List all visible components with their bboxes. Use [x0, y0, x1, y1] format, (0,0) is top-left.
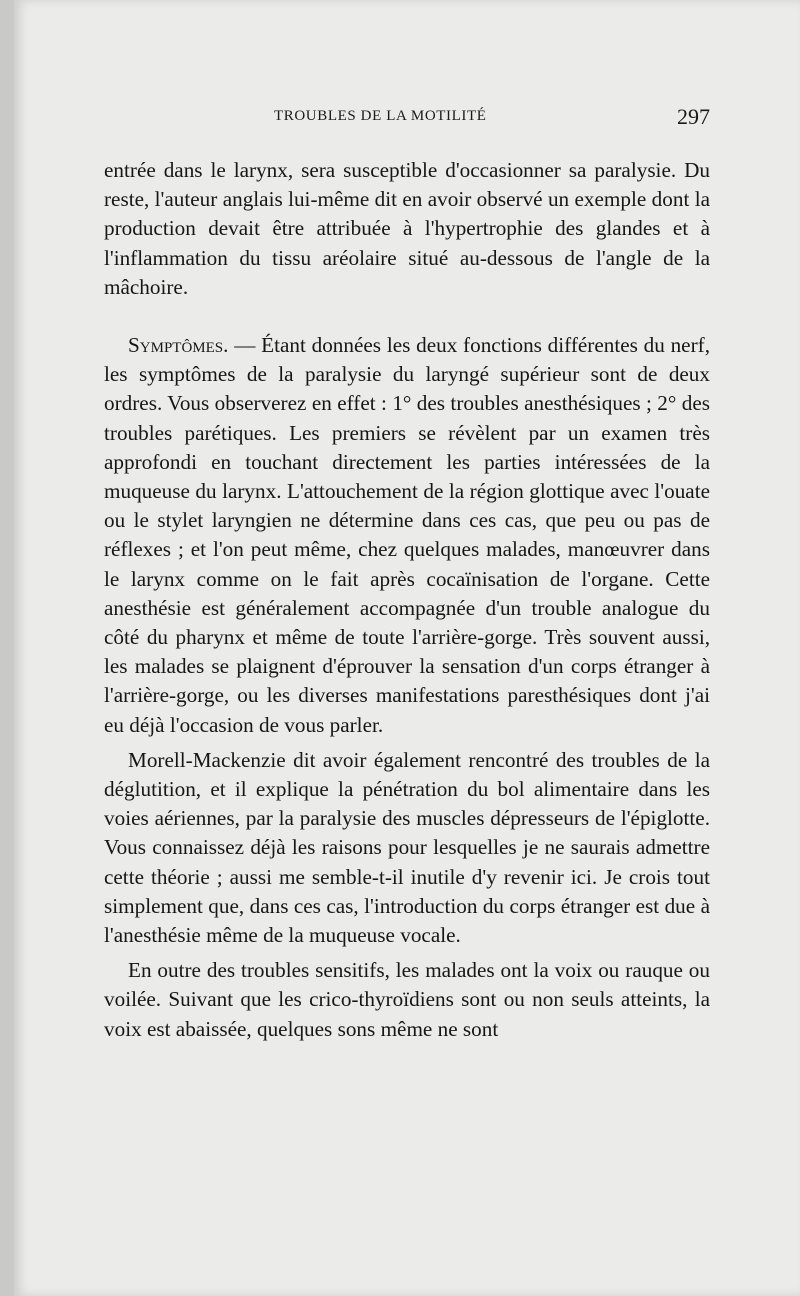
body-text: [104, 156, 710, 1044]
running-head: TROUBLES DE LA MOTILITÉ: [274, 108, 487, 124]
paragraph-3: [104, 746, 710, 950]
paragraph-3-text: Morell-Mackenzie dit avoir également rencontré des troubles de la déglutition, et il explique la pénétration du bol alimentaire dans les voies aériennes, par la paralysie des muscles dépresseurs de l'épiglotte. Vous connaissez déjà les raisons pour lesquelles je ne saurais admettre cette théorie ; aussi me semble-t-il inutile d'y revenir ici. Je crois tout simplement que, dans ces cas, l'introduction du corps étranger est due à l'anesthésie même de la muqueuse vocale.: [104, 747, 710, 948]
paragraph-2-text: — Étant données les deux fonctions différentes du nerf, les symptômes de la paralysie du laryngé supérieur sont de deux ordres. Vous observerez en effet : 1° des troubles anesthésiques ; 2° des troubles parétiques. Les premiers se révèlent par un examen très approfondi en touchant directement les parties intéressées de la muqueuse du larynx. L'attouchement de la région glottique avec l'ouate ou le stylet laryngien ne détermine dans ces cas, que peu ou pas de réflexes ; et l'on peut même, chez quelques malades, manœuvrer dans le larynx comme on le fait après cocaïnisation de l'organe. Cette anesthésie est généralement accompagnée d'un trouble analogue du côté du pharynx et même de toute l'arrière-gorge. Très souvent aussi, les malades se plaignent d'éprouver la sensation d'un corps étranger à l'arrière-gorge, ou les diverses manifestations paresthésiques dont j'ai eu déjà l'occasion de vous parler.: [104, 333, 710, 737]
paragraph-4: [104, 956, 710, 1044]
page-gutter: [0, 0, 14, 1296]
paragraph-1: [104, 156, 710, 302]
paragraph-4-text: En outre des troubles sensitifs, les malades ont la voix ou rauque ou voilée. Suivant que les crico-thyroïdiens sont ou non seuls atteints, la voix est abaissée, quelques sons même ne sont: [104, 958, 710, 1041]
section-lead-symptomes: Symptômes.: [128, 333, 229, 358]
paragraph-1-text: entrée dans le larynx, sera susceptible d'occasionner sa paralysie. Du reste, l'auteur anglais lui-même dit en avoir observé un exemple dont la production devait être attribuée à l'hypertrophie des glandes et à l'inflammation du tissu aréolaire situé au-dessous de l'angle de la mâchoire.: [104, 158, 710, 299]
page-number: 297: [677, 104, 710, 129]
paragraph-symptomes: [104, 331, 710, 740]
page-header: [104, 104, 710, 134]
